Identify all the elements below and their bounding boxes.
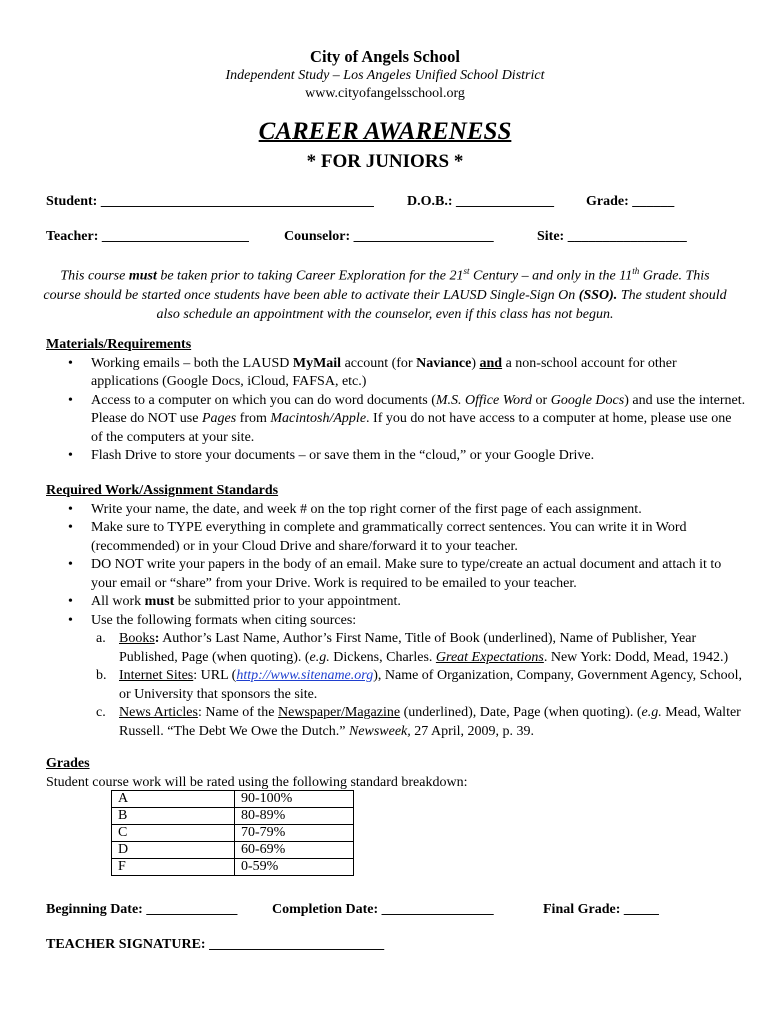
final-grade-field: Final Grade: _____ [543, 902, 659, 917]
intro-superscript: th [632, 266, 640, 276]
item-text: be submitted prior to your appointment. [174, 594, 401, 609]
standards-section [46, 482, 746, 741]
item-text: account (for [341, 355, 417, 371]
teacher-field: Teacher: _____________________ [46, 229, 249, 244]
teacher-signature-field: TEACHER SIGNATURE: _________________________ [46, 937, 385, 952]
table-row [112, 859, 354, 876]
list-item [46, 447, 746, 466]
grade-letter-cell: F [112, 859, 235, 876]
item-text: : Name of the [197, 705, 279, 720]
list-item [46, 593, 746, 612]
citation-label: Internet Sites [119, 668, 194, 683]
item-text: . If you do not have access to a computer at home, please use one of the computers at your site. [91, 411, 732, 445]
citation-label: News Articles [119, 705, 198, 720]
table-row [112, 842, 354, 859]
list-item [46, 612, 746, 631]
citation-item [46, 667, 746, 704]
item-text: or [532, 392, 551, 408]
citation-item [46, 704, 746, 741]
page-title-text: CAREER AWARENESS [258, 118, 512, 145]
intro-text: be taken prior to taking Career Exploration for the 21 [156, 268, 464, 284]
bullet-icon: • [68, 520, 73, 535]
item-text: DO NOT write your papers in the body of an email. Make sure to type/create an actual document and attach it to your email or “share” from your Drive. Work is required to be emailed to your teacher. [91, 557, 722, 591]
grade-letter-cell: B [112, 808, 235, 825]
intro-emphasis: (SSO). [578, 287, 618, 303]
bullet-icon: • [68, 612, 73, 628]
materials-heading: Materials/Requirements [46, 337, 192, 352]
grades-intro: Student course work will be rated using the following standard breakdown: [46, 774, 468, 790]
item-emphasis: Naviance [416, 355, 472, 371]
table-row [112, 825, 354, 842]
item-emphasis: e.g. [309, 649, 330, 665]
example-url-link[interactable]: http://www.sitename.org [236, 668, 374, 683]
item-text: : [154, 631, 160, 646]
counselor-field: Counselor: ____________________ [284, 229, 494, 244]
item-text: 27 April, 2009, p. 39. [410, 723, 535, 739]
item-text: Access to a computer on which you can do word documents ( [91, 392, 436, 408]
item-emphasis: Macintosh/Apple [270, 411, 367, 426]
item-text: (underlined), Date, Page (when quoting). ( [400, 705, 642, 720]
table-row [112, 808, 354, 825]
item-text: Mead, Walter Russell. “The Debt We Owe the Dutch.” [119, 705, 741, 739]
materials-section [46, 336, 746, 466]
intro-text: Century – and only in the 11 [469, 268, 633, 284]
page-title [0, 118, 770, 146]
grades-heading: Grades [46, 756, 90, 771]
district-subtitle: Independent Study – Los Angeles Unified School District [225, 68, 545, 83]
item-text: a non-school account for other applications (Google Docs, iCloud, FAFSA, etc.) [91, 355, 677, 389]
item-text: from [236, 411, 271, 426]
list-item [46, 392, 746, 448]
item-text: : URL ( [193, 668, 237, 683]
signature-row [46, 937, 384, 953]
item-text: Author’s Last Name, Author’s First Name, Title of Book (underlined), Name of Publisher, Year Published, Page (when quoting). ( [119, 631, 697, 665]
item-text: Flash Drive to store your documents – or save them in the “cloud,” or your Google Drive. [91, 448, 595, 463]
item-emphasis: Great Expectations [435, 649, 544, 665]
list-item [46, 355, 746, 392]
list-marker: c. [96, 705, 106, 720]
site-field: Site: _________________ [537, 229, 687, 244]
list-item [46, 501, 746, 520]
item-text: ), Name of Organization, Company, Government Agency, School, or University that sponsors the site. [119, 668, 743, 702]
item-emphasis: M.S. Office Word [435, 392, 533, 408]
grade-range-cell: 80-89% [235, 808, 354, 825]
item-emphasis: Newsweek, [348, 723, 411, 739]
intro-emphasis: must [128, 268, 157, 284]
school-website: www.cityofangelsschool.org [305, 86, 465, 101]
table-row [112, 791, 354, 808]
item-text: All work [91, 594, 145, 609]
standards-heading: Required Work/Assignment Standards [46, 483, 279, 498]
item-emphasis: Pages [201, 411, 237, 426]
list-marker: a. [96, 631, 106, 646]
bullet-icon: • [68, 392, 73, 408]
item-text: Make sure to TYPE everything in complete and grammatically correct sentences. You can write it in Word (recommended) or in your Cloud Drive and share/forward it to your teacher. [91, 520, 687, 554]
bullet-icon: • [68, 448, 73, 463]
intro-superscript: st [463, 266, 470, 276]
intro-paragraph [40, 262, 730, 324]
bullet-icon: • [68, 594, 73, 609]
grade-letter-cell: D [112, 842, 235, 859]
item-emphasis: Newspaper/Magazine [278, 705, 401, 720]
grade-range-cell: 0-59% [235, 859, 354, 876]
bullet-icon: • [68, 355, 73, 371]
list-item [46, 519, 746, 556]
grades-table [111, 790, 354, 876]
bullet-icon: • [68, 501, 73, 517]
citation-label: Books [119, 631, 155, 646]
citation-item [46, 630, 746, 667]
student-field: Student: _______________________________________ [46, 194, 374, 209]
school-name: City of Angels School [310, 47, 460, 66]
item-text: ) and use the internet. Please do NOT use [91, 392, 746, 426]
beginning-date-field: Beginning Date: _____________ [46, 902, 238, 917]
item-emphasis: must [144, 594, 175, 609]
grade-letter-cell: A [112, 791, 235, 808]
intro-text: The student should also schedule an appointment with the counselor, even if this class has not begun. [156, 287, 727, 322]
item-text: Dickens, Charles. [329, 649, 436, 665]
dob-field: D.O.B.: ______________ [407, 194, 554, 209]
item-emphasis: Google Docs [550, 392, 625, 408]
list-marker: b. [96, 668, 107, 683]
item-text: ) [471, 355, 480, 371]
grade-range-cell: 70-79% [235, 825, 354, 842]
intro-text: This course [60, 268, 129, 284]
item-text: Use the following formats when citing sources: [91, 612, 357, 628]
list-item [46, 556, 746, 593]
bullet-icon: • [68, 557, 73, 572]
item-text: . New York: Dodd, Mead, 1942.) [543, 649, 729, 665]
page-subtitle: * FOR JUNIORS * [306, 151, 464, 172]
grade-field: Grade: ______ [586, 194, 675, 209]
item-emphasis: and [479, 355, 503, 371]
completion-date-field: Completion Date: ________________ [272, 902, 494, 917]
intro-text: Grade. This course should be started once students have been able to activate their LAUSD Single-Sign On [43, 268, 710, 303]
item-emphasis: MyMail [292, 355, 342, 371]
grade-range-cell: 90-100% [235, 791, 354, 808]
item-emphasis: e.g. [641, 705, 662, 720]
item-text: Write your name, the date, and week # on the top right corner of the first page of each assignment. [91, 501, 642, 517]
grade-range-cell: 60-69% [235, 842, 354, 859]
grades-section [46, 755, 746, 792]
grade-letter-cell: C [112, 825, 235, 842]
item-text: Working emails – both the LAUSD [91, 355, 293, 371]
